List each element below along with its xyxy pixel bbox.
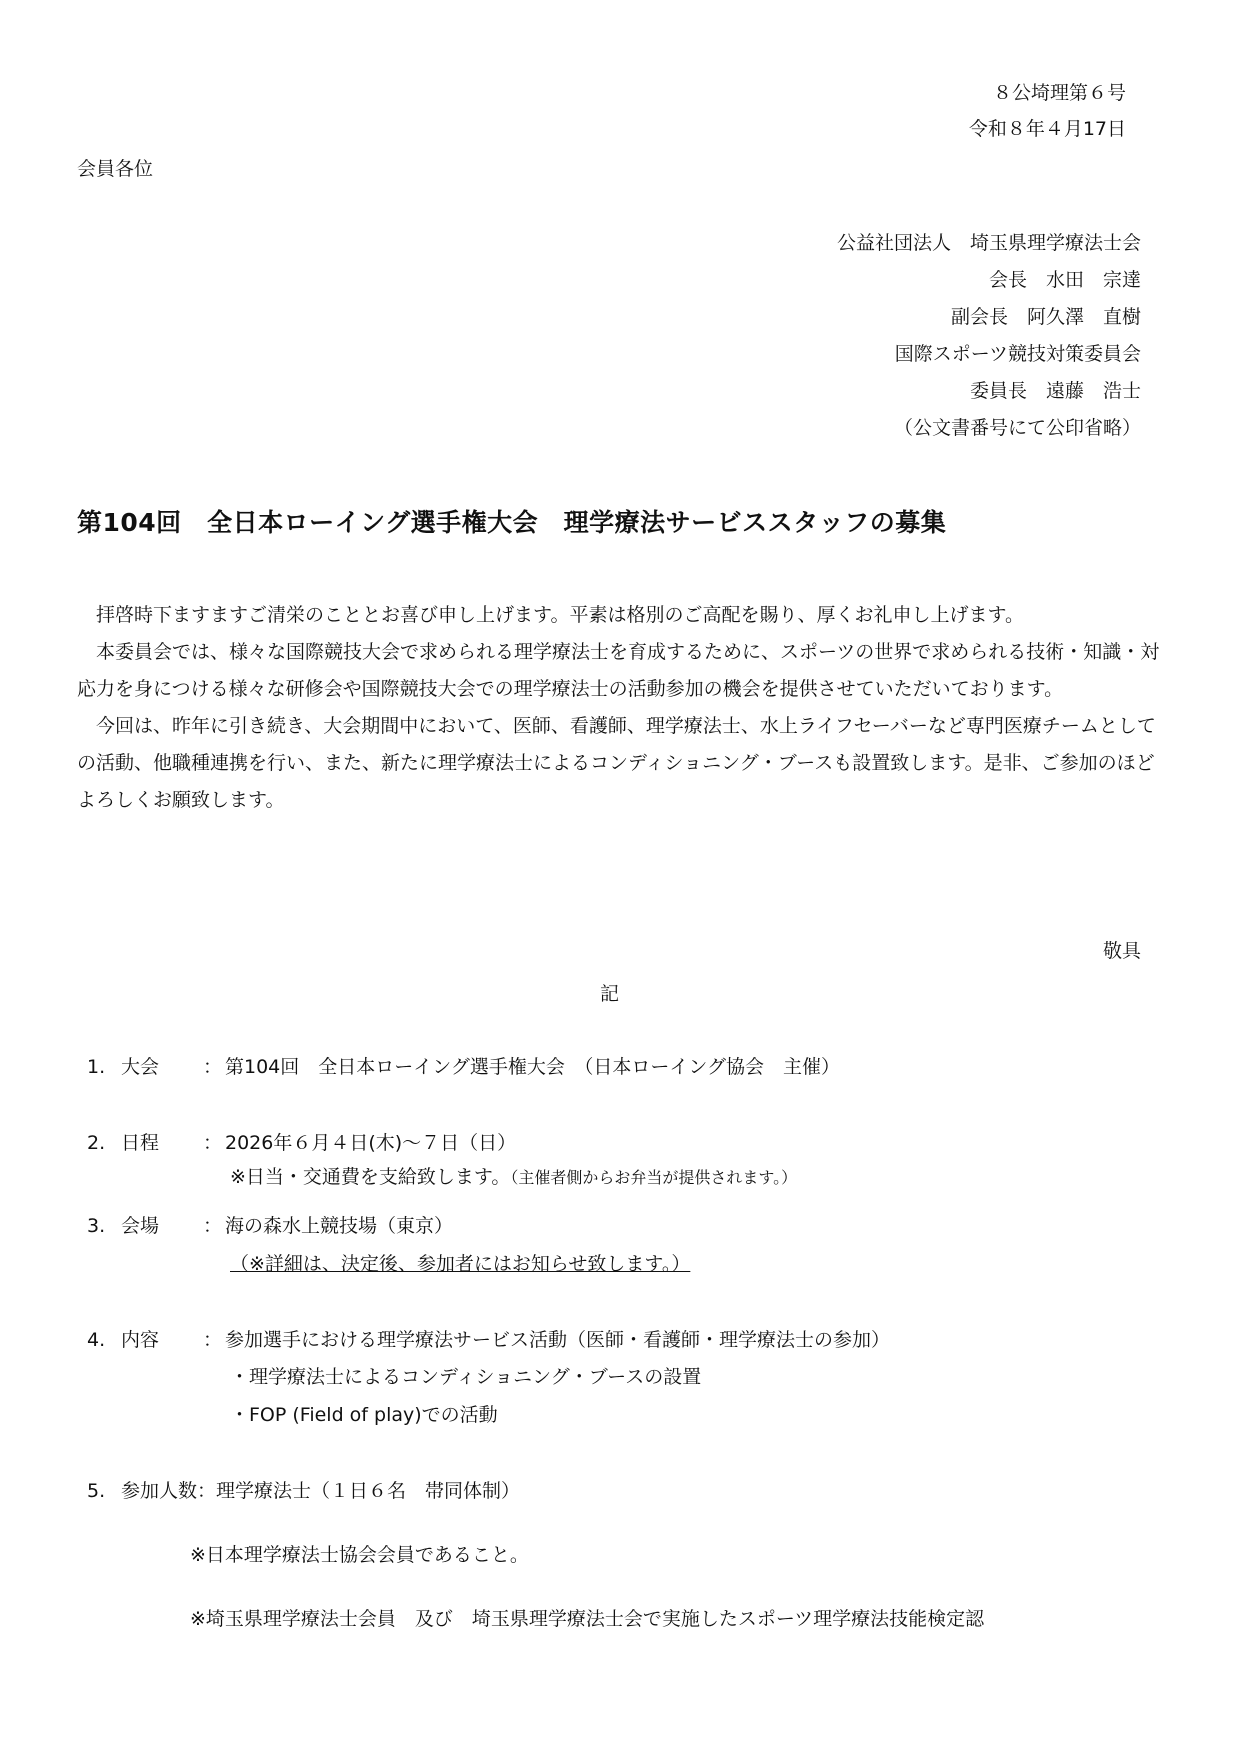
item-colon: ： bbox=[203, 1132, 223, 1154]
item-number: 2. bbox=[87, 1132, 106, 1154]
item-number: 3. bbox=[87, 1215, 106, 1237]
item-tournament bbox=[87, 1056, 840, 1079]
item-label: 日程 bbox=[121, 1132, 160, 1154]
participants-requirement-jpta: ※日本理学療法士協会会員であること。 bbox=[190, 1544, 529, 1566]
sender-organization: 公益社団法人 埼玉県理学療法士会 bbox=[836, 232, 1141, 254]
item-colon: ： bbox=[203, 1215, 223, 1237]
item-colon: ： bbox=[203, 1056, 223, 1078]
addressee: 会員各位 bbox=[77, 158, 154, 180]
item-colon: ： bbox=[203, 1329, 223, 1351]
item-number: 1. bbox=[87, 1056, 106, 1078]
schedule-note bbox=[230, 1166, 797, 1189]
item-number: 5. bbox=[87, 1480, 106, 1502]
sender-president: 会長 水田 宗達 bbox=[988, 269, 1141, 291]
document-date: 令和８年４月17日 bbox=[968, 118, 1126, 140]
item-value: 2026年６月４日(木)～７日（日） bbox=[225, 1132, 517, 1154]
item-number: 4. bbox=[87, 1329, 106, 1351]
item-schedule bbox=[87, 1132, 516, 1155]
item-label: 大会 bbox=[121, 1056, 160, 1078]
schedule-lunch-note: （主催者側からお弁当が提供されます。） bbox=[510, 1168, 798, 1187]
item-value: 海の森水上競技場（東京） bbox=[225, 1215, 454, 1237]
seal-omission-note: （公文書番号にて公印省略） bbox=[893, 417, 1141, 439]
content-detail-booth: ・理学療法士によるコンディショニング・ブースの設置 bbox=[230, 1366, 702, 1388]
document-title: 第104回 全日本ローイング選手権大会 理学療法サービススタッフの募集 bbox=[77, 508, 947, 537]
sender-committee: 国際スポーツ競技対策委員会 bbox=[894, 343, 1141, 365]
item-value: 理学療法士（１日６名 帯同体制） bbox=[216, 1480, 521, 1502]
item-label: 参加人数： bbox=[121, 1480, 217, 1502]
item-venue bbox=[87, 1215, 453, 1238]
sender-committee-chair: 委員長 遠藤 浩士 bbox=[969, 380, 1141, 402]
item-value: 第104回 全日本ローイング選手権大会 （日本ローイング協会 主催） bbox=[225, 1056, 841, 1078]
item-value: 参加選手における理学療法サービス活動（医師・看護師・理学療法士の参加） bbox=[225, 1329, 891, 1351]
item-participants bbox=[87, 1480, 520, 1503]
body-paragraph-request: 今回は、昨年に引き続き、大会期間中において、医師、看護師、理学療法士、水上ライフセーバーなど専門医療チームとしての活動、他職種連携を行い、また、新たに理学療法士によるコンディショニング・ブースも設置致します。是非、ご参加のほどよろしくお願致します。 bbox=[77, 715, 1156, 811]
document-number: ８公埼理第６号 bbox=[992, 82, 1126, 104]
body-paragraph-greeting: 拝啓時下ますますご清栄のこととお喜び申し上げます。平素は格別のご高配を賜り、厚くお礼申し上げます。 bbox=[77, 604, 1024, 626]
ki-heading: 記 bbox=[600, 983, 620, 1005]
sender-vice-president: 副会長 阿久澤 直樹 bbox=[950, 306, 1141, 328]
item-label: 内容 bbox=[121, 1329, 160, 1351]
schedule-allowance-note: ※日当・交通費を支給致します。 bbox=[230, 1166, 511, 1188]
participants-requirement-saitama: ※埼玉県理学療法士会員 及び 埼玉県理学療法士会で実施したスポーツ理学療法技能検定認 bbox=[190, 1608, 985, 1630]
item-content bbox=[87, 1329, 890, 1352]
closing-word: 敬具 bbox=[1102, 940, 1141, 962]
item-label: 会場 bbox=[121, 1215, 160, 1237]
content-detail-fop: ・FOP (Field of play)での活動 bbox=[230, 1404, 498, 1426]
body-paragraph-committee: 本委員会では、様々な国際競技大会で求められる理学療法士を育成するために、スポーツの世界で求められる技術・知識・対応力を身につける様々な研修会や国際競技大会での理学療法士の活動参加の機会を提供させていただいております。 bbox=[77, 641, 1160, 700]
venue-note: （※詳細は、決定後、参加者にはお知らせ致します。） bbox=[230, 1253, 691, 1275]
body-text bbox=[77, 597, 1167, 819]
